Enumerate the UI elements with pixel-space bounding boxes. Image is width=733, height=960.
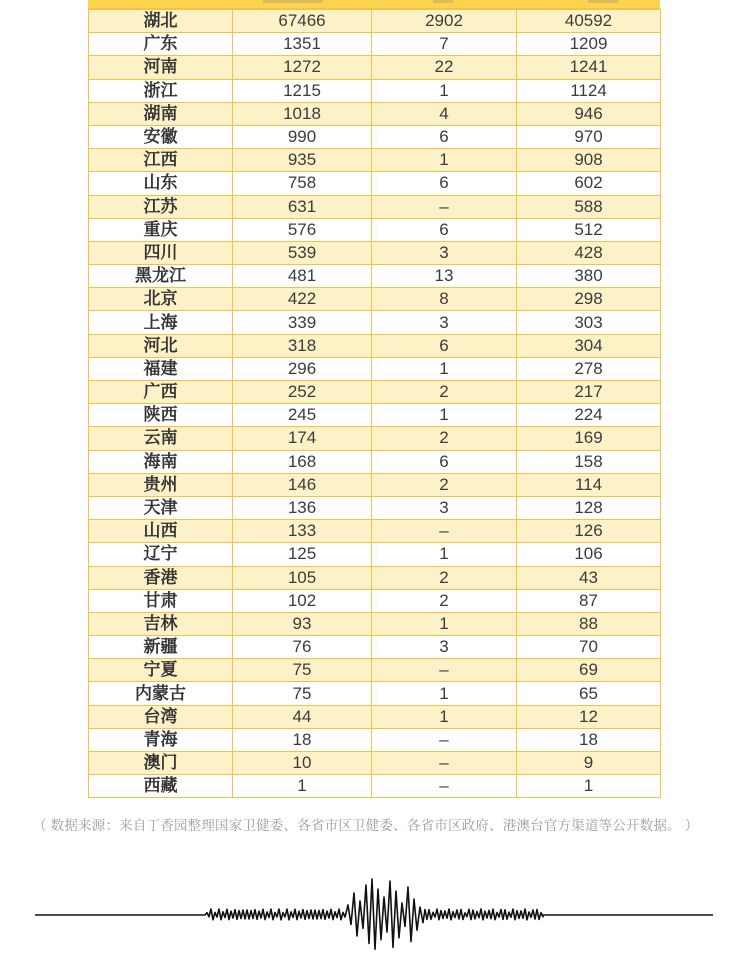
table-row: [89, 682, 661, 705]
recovered-cell: 588: [517, 195, 661, 218]
confirmed-cell: 935: [233, 149, 372, 172]
recovered-cell: 946: [517, 102, 661, 125]
province-stats-table-container: [88, 0, 660, 798]
confirmed-cell: 76: [233, 636, 372, 659]
confirmed-cell: 18: [233, 728, 372, 751]
table-row: [89, 311, 661, 334]
province-cell: 广东: [89, 33, 233, 56]
province-cell: 河北: [89, 334, 233, 357]
recovered-cell: 428: [517, 241, 661, 264]
province-cell: 河南: [89, 56, 233, 79]
confirmed-cell: 10: [233, 752, 372, 775]
province-cell: 上海: [89, 311, 233, 334]
table-row: [89, 659, 661, 682]
table-row: [89, 10, 661, 33]
confirmed-cell: 125: [233, 543, 372, 566]
province-cell: 天津: [89, 496, 233, 519]
table-row: [89, 752, 661, 775]
table-row: [89, 172, 661, 195]
recovered-cell: 126: [517, 520, 661, 543]
table-body: [89, 10, 661, 798]
confirmed-cell: 296: [233, 357, 372, 380]
deaths-cell: 2902: [372, 10, 517, 33]
deaths-cell: 6: [372, 125, 517, 148]
table-row: [89, 381, 661, 404]
recovered-cell: 9: [517, 752, 661, 775]
confirmed-cell: 539: [233, 241, 372, 264]
table-row: [89, 149, 661, 172]
recovered-cell: 1209: [517, 33, 661, 56]
confirmed-cell: 75: [233, 659, 372, 682]
recovered-cell: 1241: [517, 56, 661, 79]
recovered-cell: 106: [517, 543, 661, 566]
recovered-cell: 1124: [517, 79, 661, 102]
confirmed-cell: 75: [233, 682, 372, 705]
recovered-cell: 970: [517, 125, 661, 148]
table-row: [89, 404, 661, 427]
province-cell: 吉林: [89, 612, 233, 635]
confirmed-cell: 1351: [233, 33, 372, 56]
confirmed-cell: 136: [233, 496, 372, 519]
deaths-cell: 2: [372, 427, 517, 450]
confirmed-cell: 1: [233, 775, 372, 798]
recovered-cell: 158: [517, 450, 661, 473]
confirmed-cell: 168: [233, 450, 372, 473]
recovered-cell: 169: [517, 427, 661, 450]
deaths-cell: 3: [372, 636, 517, 659]
recovered-cell: 908: [517, 149, 661, 172]
deaths-cell: 1: [372, 682, 517, 705]
table-row: [89, 427, 661, 450]
deaths-cell: 6: [372, 172, 517, 195]
confirmed-cell: 44: [233, 705, 372, 728]
province-cell: 海南: [89, 450, 233, 473]
deaths-cell: 7: [372, 33, 517, 56]
table-row: [89, 450, 661, 473]
table-row: [89, 265, 661, 288]
table-row: [89, 218, 661, 241]
table-row: [89, 496, 661, 519]
province-cell: 江苏: [89, 195, 233, 218]
province-cell: 山西: [89, 520, 233, 543]
province-cell: 浙江: [89, 79, 233, 102]
confirmed-cell: 1272: [233, 56, 372, 79]
deaths-cell: 1: [372, 149, 517, 172]
confirmed-cell: 1215: [233, 79, 372, 102]
province-cell: 西藏: [89, 775, 233, 798]
deaths-cell: 6: [372, 450, 517, 473]
table-row: [89, 195, 661, 218]
recovered-cell: 304: [517, 334, 661, 357]
source-note: （ 数据来源：来自丁香园整理国家卫健委、各省市区卫健委、各省市区政府、港澳台官方渠道等公开数据。 ）: [33, 818, 699, 833]
recovered-cell: 65: [517, 682, 661, 705]
province-cell: 北京: [89, 288, 233, 311]
confirmed-cell: 576: [233, 218, 372, 241]
confirmed-cell: 102: [233, 589, 372, 612]
confirmed-cell: 146: [233, 473, 372, 496]
recovered-cell: 380: [517, 265, 661, 288]
recovered-cell: 298: [517, 288, 661, 311]
table-row: [89, 102, 661, 125]
deaths-cell: 3: [372, 311, 517, 334]
province-cell: 内蒙古: [89, 682, 233, 705]
deaths-cell: 3: [372, 496, 517, 519]
province-cell: 黑龙江: [89, 265, 233, 288]
table-row: [89, 334, 661, 357]
confirmed-cell: 174: [233, 427, 372, 450]
confirmed-cell: 133: [233, 520, 372, 543]
recovered-cell: 512: [517, 218, 661, 241]
deaths-cell: 2: [372, 566, 517, 589]
table-row: [89, 705, 661, 728]
deaths-cell: –: [372, 659, 517, 682]
table-row: [89, 612, 661, 635]
deaths-cell: 1: [372, 543, 517, 566]
deaths-cell: –: [372, 195, 517, 218]
recovered-cell: 43: [517, 566, 661, 589]
confirmed-cell: 245: [233, 404, 372, 427]
confirmed-cell: 631: [233, 195, 372, 218]
deaths-cell: 1: [372, 404, 517, 427]
recovered-cell: 12: [517, 705, 661, 728]
deaths-cell: 1: [372, 357, 517, 380]
recovered-cell: 88: [517, 612, 661, 635]
deaths-cell: 4: [372, 102, 517, 125]
confirmed-cell: 422: [233, 288, 372, 311]
recovered-cell: 69: [517, 659, 661, 682]
deaths-cell: 3: [372, 241, 517, 264]
province-cell: 香港: [89, 566, 233, 589]
deaths-cell: –: [372, 728, 517, 751]
table-row: [89, 56, 661, 79]
deaths-cell: 1: [372, 79, 517, 102]
deaths-cell: 1: [372, 612, 517, 635]
table-row: [89, 775, 661, 798]
recovered-cell: 128: [517, 496, 661, 519]
province-stats-table: [88, 9, 661, 798]
confirmed-cell: 252: [233, 381, 372, 404]
confirmed-cell: 481: [233, 265, 372, 288]
table-row: [89, 473, 661, 496]
deaths-cell: 2: [372, 589, 517, 612]
table-row: [89, 288, 661, 311]
province-cell: 湖北: [89, 10, 233, 33]
deaths-cell: –: [372, 520, 517, 543]
province-cell: 江西: [89, 149, 233, 172]
deaths-cell: 2: [372, 381, 517, 404]
province-cell: 安徽: [89, 125, 233, 148]
confirmed-cell: 758: [233, 172, 372, 195]
deaths-cell: 8: [372, 288, 517, 311]
province-cell: 宁夏: [89, 659, 233, 682]
deaths-cell: 13: [372, 265, 517, 288]
province-cell: 广西: [89, 381, 233, 404]
province-cell: 青海: [89, 728, 233, 751]
table-row: [89, 520, 661, 543]
deaths-cell: –: [372, 752, 517, 775]
province-cell: 新疆: [89, 636, 233, 659]
deaths-cell: –: [372, 775, 517, 798]
confirmed-cell: 1018: [233, 102, 372, 125]
province-cell: 台湾: [89, 705, 233, 728]
province-cell: 重庆: [89, 218, 233, 241]
deaths-cell: 6: [372, 218, 517, 241]
table-row: [89, 241, 661, 264]
table-row: [89, 543, 661, 566]
province-cell: 澳门: [89, 752, 233, 775]
confirmed-cell: 339: [233, 311, 372, 334]
recovered-cell: 1: [517, 775, 661, 798]
recovered-cell: 303: [517, 311, 661, 334]
recovered-cell: 18: [517, 728, 661, 751]
confirmed-cell: 93: [233, 612, 372, 635]
recovered-cell: 217: [517, 381, 661, 404]
recovered-cell: 87: [517, 589, 661, 612]
deaths-cell: 6: [372, 334, 517, 357]
waveform-divider-icon: [35, 878, 713, 954]
confirmed-cell: 105: [233, 566, 372, 589]
deaths-cell: 2: [372, 473, 517, 496]
deaths-cell: 1: [372, 705, 517, 728]
confirmed-cell: 318: [233, 334, 372, 357]
province-cell: 四川: [89, 241, 233, 264]
recovered-cell: 602: [517, 172, 661, 195]
table-header-cutoff: [88, 0, 660, 9]
table-row: [89, 728, 661, 751]
table-row: [89, 79, 661, 102]
recovered-cell: 70: [517, 636, 661, 659]
province-cell: 福建: [89, 357, 233, 380]
recovered-cell: 114: [517, 473, 661, 496]
province-cell: 云南: [89, 427, 233, 450]
table-row: [89, 589, 661, 612]
confirmed-cell: 990: [233, 125, 372, 148]
province-cell: 山东: [89, 172, 233, 195]
recovered-cell: 224: [517, 404, 661, 427]
province-cell: 辽宁: [89, 543, 233, 566]
table-row: [89, 125, 661, 148]
table-row: [89, 33, 661, 56]
province-cell: 湖南: [89, 102, 233, 125]
province-cell: 陕西: [89, 404, 233, 427]
province-cell: 甘肃: [89, 589, 233, 612]
table-row: [89, 357, 661, 380]
table-row: [89, 636, 661, 659]
province-cell: 贵州: [89, 473, 233, 496]
table-row: [89, 566, 661, 589]
deaths-cell: 22: [372, 56, 517, 79]
recovered-cell: 278: [517, 357, 661, 380]
recovered-cell: 40592: [517, 10, 661, 33]
confirmed-cell: 67466: [233, 10, 372, 33]
